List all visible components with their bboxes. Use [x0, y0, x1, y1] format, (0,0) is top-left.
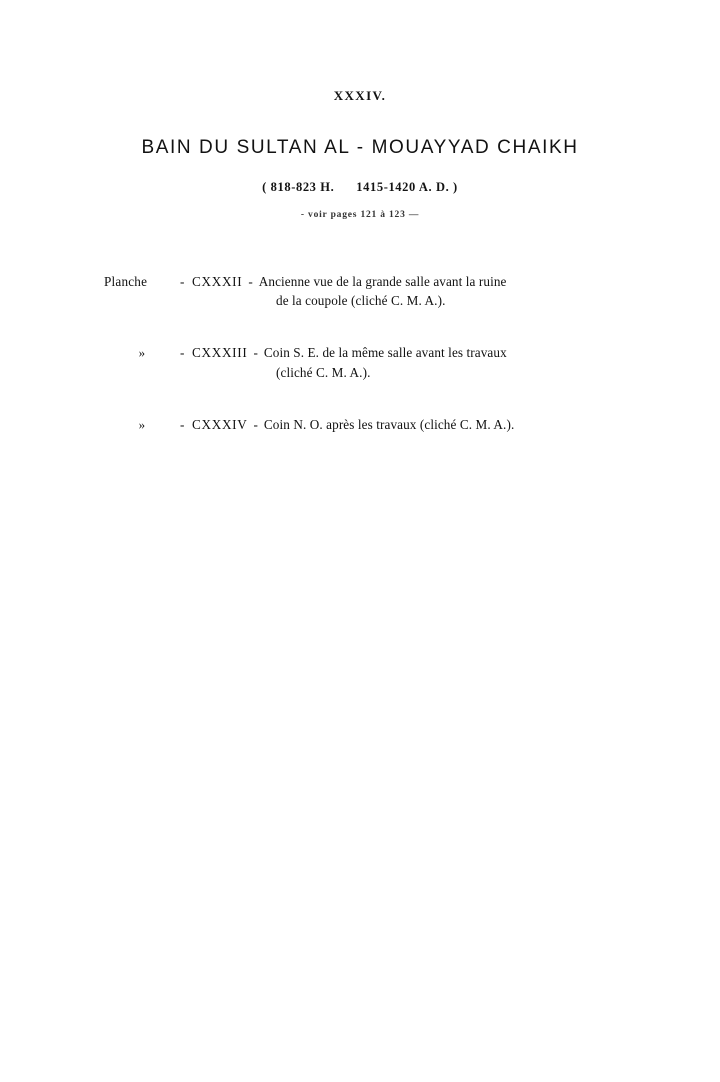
page-title: BAIN DU SULTAN AL - MOUAYYAD CHAIKH — [141, 137, 579, 158]
plate-number: CXXXII — [192, 274, 243, 289]
chapter-number: XXXIV. — [333, 88, 387, 103]
plate-number: CXXXIII — [192, 345, 248, 361]
plate-separator: - — [253, 417, 258, 433]
plate-separator: - — [248, 274, 253, 289]
plate-label: » — [138, 417, 146, 433]
plate-number: CXXXIV — [192, 417, 248, 433]
plate-dash: - — [180, 345, 185, 361]
plate-label: Planche — [104, 274, 148, 289]
plate-separator: - — [253, 345, 258, 361]
list-item — [104, 343, 634, 382]
plate-description-continued: (cliché C. M. A.). — [276, 365, 371, 381]
plate-description-continued: de la coupole (cliché C. M. A.). — [276, 293, 446, 309]
plate-description: Coin N. O. après les travaux (cliché C. M. A.). — [263, 417, 515, 433]
plate-label: » — [138, 345, 146, 361]
date-gregorian: 1415-1420 A. D. ) — [356, 180, 458, 194]
plate-description: Coin S. E. de la même salle avant les travaux — [263, 345, 507, 361]
plate-description: Ancienne vue de la grande salle avant la ruine — [258, 274, 507, 289]
date-hijri: ( 818-823 H. — [262, 180, 335, 194]
list-item — [104, 272, 634, 310]
list-item — [104, 415, 634, 435]
see-pages-note: - voir pages 121 à 123 — — [300, 210, 420, 220]
plate-list — [104, 272, 634, 468]
plate-dash: - — [180, 417, 185, 433]
plate-dash: - — [180, 274, 185, 289]
date-range — [0, 180, 720, 195]
